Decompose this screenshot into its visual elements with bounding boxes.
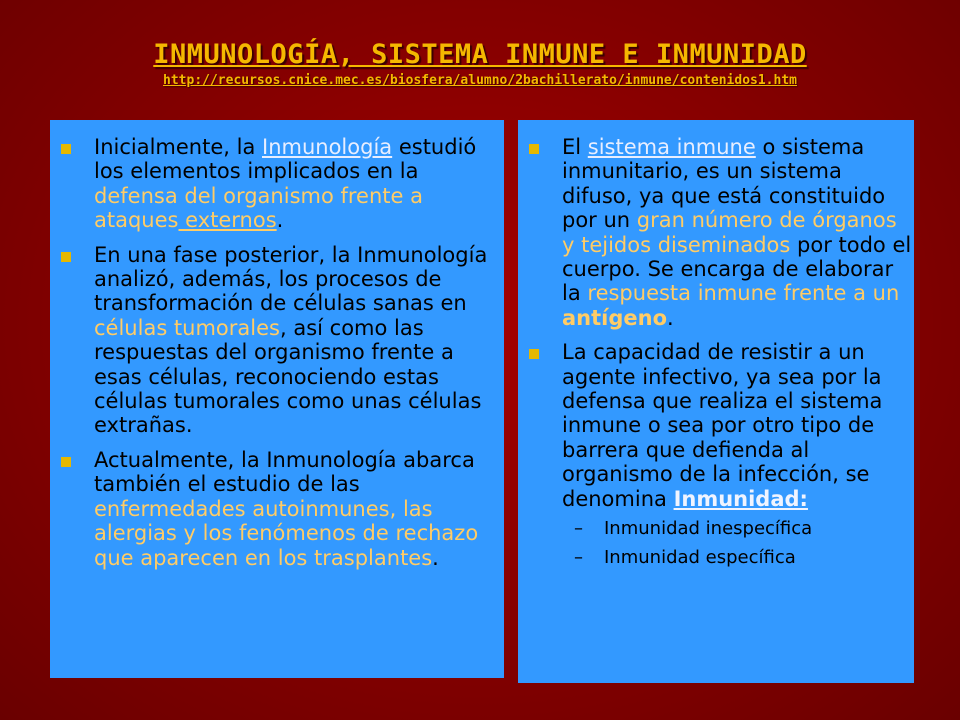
list-item xyxy=(50,135,504,233)
square-bullet-icon xyxy=(61,252,71,262)
sub-item-label: Inmunidad inespecífica xyxy=(604,518,813,540)
text: El xyxy=(562,135,588,159)
highlight-text: células tumorales xyxy=(94,315,280,340)
slide-title[interactable]: INMUNOLOGÍA, SISTEMA INMUNE E INMUNIDAD xyxy=(153,39,807,70)
antigeno-term: antígeno xyxy=(562,305,668,330)
list-item xyxy=(50,243,504,438)
left-panel xyxy=(50,120,504,678)
left-bullet-list xyxy=(50,135,504,570)
sistema-inmune-link[interactable]: sistema inmune xyxy=(587,135,756,159)
right-panel xyxy=(518,120,914,683)
text: . xyxy=(667,305,674,330)
text: por todo el cuerpo. Se encarga de elaborar la xyxy=(562,232,912,306)
list-item xyxy=(518,135,914,330)
text: , así como las respuestas del organismo frente a esas células, reconociendo estas células tumorales como unas células extrañas. xyxy=(94,315,482,438)
text: La capacidad de resistir a un agente infectivo, ya sea por la defensa que realiza el sistema inmune o sea por otro tipo de barrera que defienda al organismo de la infección, se denomina xyxy=(562,340,883,511)
highlight-text: enfermedades autoinmunes, las alergias y los fenómenos de rechazo que aparecen en los trasplantes xyxy=(94,496,479,570)
text: Actualmente, la Inmunología abarca también el estudio de las xyxy=(94,447,475,497)
text: Inicialmente, la xyxy=(94,135,262,159)
square-bullet-icon xyxy=(529,349,539,359)
highlight-text: defensa del organismo frente a ataques xyxy=(94,183,423,233)
highlight-text: respuesta inmune frente a un xyxy=(587,281,900,306)
list-item xyxy=(50,448,504,570)
square-bullet-icon xyxy=(61,457,71,467)
sub-list xyxy=(562,514,914,572)
square-bullet-icon xyxy=(61,144,71,154)
highlight-text: gran número de órganos y tejidos diseminados xyxy=(562,208,897,257)
sub-list-item xyxy=(562,514,914,543)
right-bullet-list xyxy=(518,135,914,572)
square-bullet-icon xyxy=(529,144,539,154)
sub-list-item xyxy=(562,543,914,572)
inmunidad-link[interactable]: Inmunidad: xyxy=(673,486,808,511)
slide-header xyxy=(0,38,960,89)
inmunologia-link[interactable]: Inmunología xyxy=(262,135,393,159)
text: o sistema inmunitario, es un sistema difuso, ya que está constituido por un xyxy=(562,135,886,233)
dash-bullet-icon: – xyxy=(574,518,583,540)
text: . xyxy=(276,208,284,233)
dash-bullet-icon: – xyxy=(574,547,583,569)
text: . xyxy=(432,545,439,570)
text: En una fase posterior, la Inmunología analizó, además, los procesos de transformación de células sanas en xyxy=(94,242,488,316)
source-link[interactable]: http://recursos.cnice.mec.es/biosfera/alumno/2bachillerato/inmune/contenidos1.htm xyxy=(163,73,797,88)
externos-link[interactable]: externos xyxy=(178,208,277,233)
list-item xyxy=(518,340,914,572)
sub-item-label: Inmunidad específica xyxy=(604,547,796,569)
text: estudió los elementos implicados en la xyxy=(94,135,477,184)
